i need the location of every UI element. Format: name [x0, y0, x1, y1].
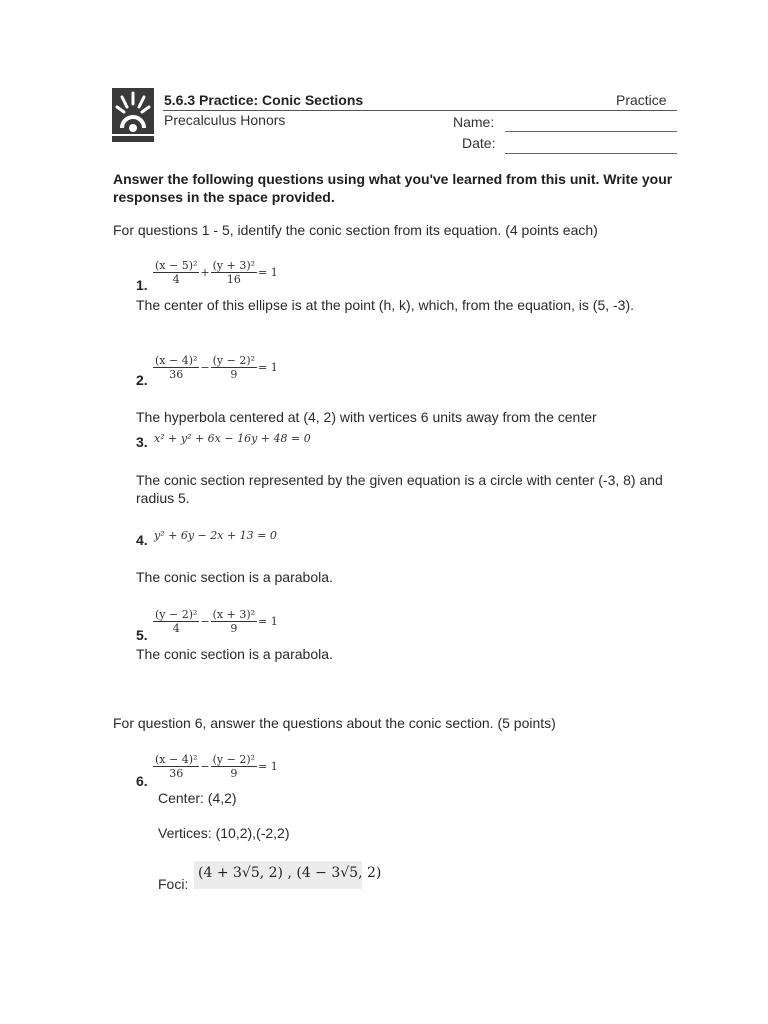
- question-5-number: 5.: [136, 627, 148, 643]
- eq2-operator: −: [200, 361, 210, 374]
- question-3-equation: x² + y² + 6x − 16y + 48 = 0: [154, 432, 311, 445]
- question-1-number: 1.: [136, 277, 148, 293]
- name-label: Name:: [453, 114, 495, 130]
- center-answer[interactable]: Center: (4,2): [158, 790, 237, 806]
- name-field[interactable]: [505, 131, 677, 132]
- worksheet-type: Practice: [616, 92, 667, 108]
- eq1-denominator-1: 4: [172, 273, 180, 286]
- question-4-answer[interactable]: The conic section is a parabola.: [136, 569, 333, 585]
- foci-label: Foci:: [158, 876, 189, 892]
- vertices-answer[interactable]: Vertices: (10,2),(-2,2): [158, 825, 290, 841]
- question-3-answer[interactable]: The conic section represented by the given equation is a circle with center (-3, 8) and radius 5.: [136, 472, 663, 506]
- eq1-numerator-1: (x − 5)²: [155, 259, 198, 272]
- eq1-numerator-2: (y + 3)²: [212, 259, 256, 272]
- eq6-numerator-1: (x − 4)²: [155, 753, 198, 766]
- date-label: Date:: [462, 135, 496, 151]
- eq1-operator: +: [200, 266, 210, 279]
- eq5-numerator-2: (x + 3)²: [212, 608, 256, 621]
- question-6-number: 6.: [136, 773, 148, 789]
- eq6-operator: −: [200, 760, 210, 773]
- question-4-number: 4.: [136, 532, 148, 548]
- question-2-equation: [153, 354, 279, 381]
- worksheet-title: 5.6.3 Practice: Conic Sections: [164, 92, 364, 108]
- eq2-denominator-2: 9: [230, 368, 238, 381]
- question-1-equation: [153, 259, 279, 286]
- question-2-number: 2.: [136, 372, 148, 388]
- question-6-equation: [153, 753, 279, 780]
- question-5-answer[interactable]: The conic section is a parabola.: [136, 646, 333, 662]
- foci-answer: (4 + 3√5, 2) , (4 − 3√5, 2): [198, 865, 382, 881]
- eq2-numerator-2: (y − 2)²: [212, 354, 256, 367]
- eq5-denominator-2: 9: [230, 622, 238, 635]
- eq6-numerator-2: (y − 2)²: [212, 753, 256, 766]
- eq6-denominator-2: 9: [230, 767, 238, 780]
- header-divider: [163, 110, 677, 111]
- publisher-logo: [112, 88, 154, 142]
- question-2-answer[interactable]: The hyperbola centered at (4, 2) with vertices 6 units away from the center: [136, 409, 597, 425]
- question-5-equation: [153, 608, 279, 635]
- eq2-denominator-1: 36: [169, 368, 184, 381]
- question-4-equation: y² + 6y − 2x + 13 = 0: [154, 529, 277, 542]
- eq2-rhs: = 1: [258, 361, 278, 374]
- eq6-denominator-1: 36: [169, 767, 184, 780]
- question-1-answer[interactable]: The center of this ellipse is at the point (h, k), which, from the equation, is (5, -3).: [136, 297, 635, 313]
- eq1-rhs: = 1: [258, 266, 278, 279]
- eq2-numerator-1: (x − 4)²: [155, 354, 198, 367]
- course-name: Precalculus Honors: [164, 112, 286, 128]
- section1-intro: For questions 1 - 5, identify the conic section from its equation. (4 points each): [113, 222, 598, 238]
- question-3-number: 3.: [136, 434, 148, 450]
- eq5-operator: −: [200, 615, 210, 628]
- eq6-rhs: = 1: [258, 760, 278, 773]
- eq5-rhs: = 1: [258, 615, 278, 628]
- eq1-denominator-2: 16: [226, 273, 241, 286]
- eq5-denominator-1: 4: [172, 622, 180, 635]
- date-field[interactable]: [505, 153, 677, 154]
- section2-intro: For question 6, answer the questions about the conic section. (5 points): [113, 715, 556, 731]
- eq5-numerator-1: (y − 2)²: [155, 608, 198, 621]
- instructions: Answer the following questions using what you've learned from this unit. Write your responses in the space provided.: [113, 171, 673, 205]
